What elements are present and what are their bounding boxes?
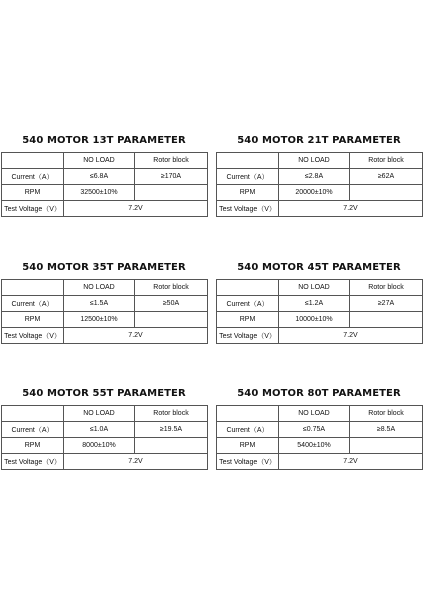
table-row [217, 312, 423, 328]
rpm-label: RPM [217, 312, 279, 328]
empty-cell [217, 153, 279, 169]
test-voltage-label: Test Voltage（V） [217, 328, 279, 344]
current-rotor-block-value: ≥27A [350, 296, 423, 312]
rpm-value: 32500±10% [64, 185, 135, 201]
current-rotor-block-value: ≥50A [135, 296, 208, 312]
current-label: Current（A） [2, 169, 64, 185]
test-voltage-value: 7.2V [279, 328, 423, 344]
rpm-label: RPM [2, 438, 64, 454]
test-voltage-value: 7.2V [279, 201, 423, 217]
test-voltage-label: Test Voltage（V） [217, 454, 279, 470]
parameter-table [216, 405, 423, 470]
rpm-value: 20000±10% [279, 185, 350, 201]
rpm-value: 5400±10% [279, 438, 350, 454]
table-row [217, 201, 423, 217]
current-no-load-value: ≤6.8A [64, 169, 135, 185]
table-row [2, 406, 208, 422]
header-no-load: NO LOAD [64, 280, 135, 296]
table-row [217, 280, 423, 296]
table-row [2, 422, 208, 438]
empty-cell [2, 406, 64, 422]
table-row [217, 296, 423, 312]
table-row [217, 153, 423, 169]
empty-cell [135, 312, 208, 328]
test-voltage-label: Test Voltage（V） [2, 328, 64, 344]
rpm-label: RPM [217, 185, 279, 201]
test-voltage-label: Test Voltage（V） [2, 454, 64, 470]
rpm-label: RPM [2, 312, 64, 328]
table-row [2, 169, 208, 185]
empty-cell [135, 438, 208, 454]
header-rotor-block: Rotor block [350, 280, 423, 296]
table-row [217, 185, 423, 201]
current-rotor-block-value: ≥62A [350, 169, 423, 185]
test-voltage-value: 7.2V [64, 201, 208, 217]
empty-cell [350, 312, 423, 328]
empty-cell [2, 153, 64, 169]
header-rotor-block: Rotor block [135, 280, 208, 296]
current-no-load-value: ≤1.2A [279, 296, 350, 312]
header-rotor-block: Rotor block [135, 406, 208, 422]
table-row [217, 454, 423, 470]
header-rotor-block: Rotor block [350, 153, 423, 169]
header-no-load: NO LOAD [64, 406, 135, 422]
current-no-load-value: ≤1.5A [64, 296, 135, 312]
table-row [2, 153, 208, 169]
empty-cell [135, 185, 208, 201]
test-voltage-value: 7.2V [64, 328, 208, 344]
current-label: Current（A） [217, 169, 279, 185]
header-rotor-block: Rotor block [350, 406, 423, 422]
current-label: Current（A） [217, 296, 279, 312]
header-no-load: NO LOAD [279, 280, 350, 296]
table-title: 540 MOTOR 55T PARAMETER [22, 388, 186, 399]
current-rotor-block-value: ≥170A [135, 169, 208, 185]
test-voltage-value: 7.2V [64, 454, 208, 470]
header-no-load: NO LOAD [279, 406, 350, 422]
current-label: Current（A） [2, 296, 64, 312]
header-rotor-block: Rotor block [135, 153, 208, 169]
table-row [217, 406, 423, 422]
table-title: 540 MOTOR 13T PARAMETER [22, 135, 186, 146]
test-voltage-label: Test Voltage（V） [217, 201, 279, 217]
rpm-value: 10000±10% [279, 312, 350, 328]
current-no-load-value: ≤2.8A [279, 169, 350, 185]
table-row [2, 185, 208, 201]
rpm-value: 8000±10% [64, 438, 135, 454]
empty-cell [350, 185, 423, 201]
table-row [2, 280, 208, 296]
table-title: 540 MOTOR 80T PARAMETER [237, 388, 401, 399]
table-row [2, 312, 208, 328]
table-row [2, 328, 208, 344]
rpm-value: 12500±10% [64, 312, 135, 328]
table-row [2, 296, 208, 312]
table-row [2, 201, 208, 217]
table-row [217, 169, 423, 185]
test-voltage-label: Test Voltage（V） [2, 201, 64, 217]
table-row [217, 422, 423, 438]
parameter-table [1, 279, 208, 344]
parameter-table [216, 152, 423, 217]
table-title: 540 MOTOR 21T PARAMETER [237, 135, 401, 146]
rpm-label: RPM [217, 438, 279, 454]
current-label: Current（A） [2, 422, 64, 438]
parameter-table [1, 405, 208, 470]
empty-cell [217, 406, 279, 422]
current-label: Current（A） [217, 422, 279, 438]
rpm-label: RPM [2, 185, 64, 201]
header-no-load: NO LOAD [64, 153, 135, 169]
table-title: 540 MOTOR 35T PARAMETER [22, 262, 186, 273]
current-rotor-block-value: ≥19.5A [135, 422, 208, 438]
table-title: 540 MOTOR 45T PARAMETER [237, 262, 401, 273]
parameter-table [216, 279, 423, 344]
table-row [2, 454, 208, 470]
table-row [217, 328, 423, 344]
parameter-table [1, 152, 208, 217]
table-row [2, 438, 208, 454]
table-row [217, 438, 423, 454]
header-no-load: NO LOAD [279, 153, 350, 169]
empty-cell [217, 280, 279, 296]
current-no-load-value: ≤0.75A [279, 422, 350, 438]
empty-cell [350, 438, 423, 454]
test-voltage-value: 7.2V [279, 454, 423, 470]
current-no-load-value: ≤1.0A [64, 422, 135, 438]
current-rotor-block-value: ≥8.5A [350, 422, 423, 438]
empty-cell [2, 280, 64, 296]
